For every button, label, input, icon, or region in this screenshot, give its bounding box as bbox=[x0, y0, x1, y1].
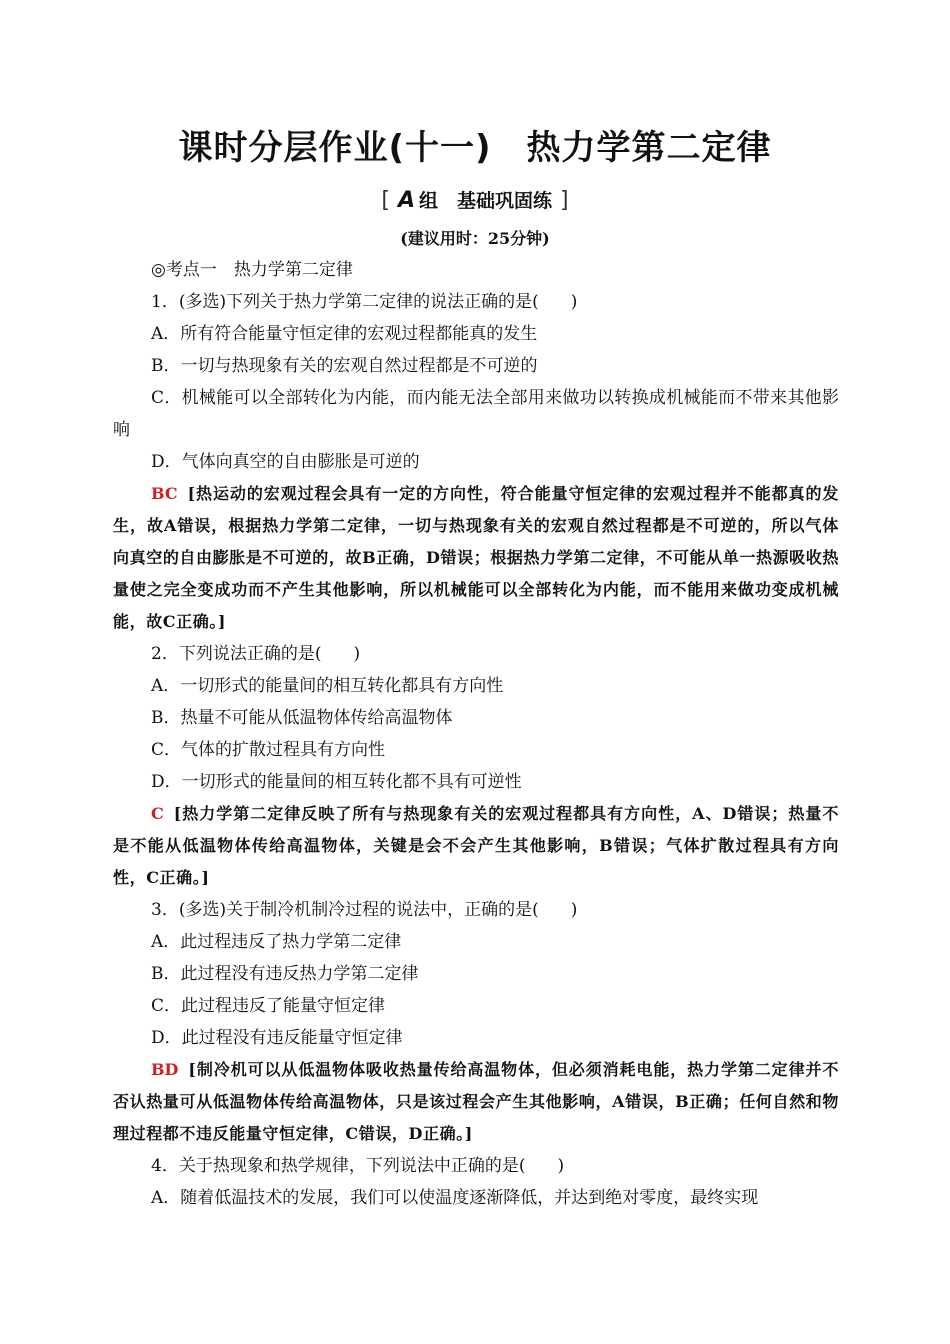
q2-explanation: [热力学第二定律反映了所有与热现象有关的宏观过程都具有方向性，A、D错误；热量不是不能从低温物体传给高温物体，关键是会不会产生其他影响，B错误；气体扩散过程具有方向性，C正确。] bbox=[113, 804, 839, 887]
q3-answer-key: BD bbox=[151, 1060, 179, 1079]
question-2-stem: 2．下列说法正确的是( ) bbox=[151, 644, 361, 664]
q1-option-d: D．气体向真空的自由膨胀是可逆的 bbox=[151, 452, 420, 472]
q2-answer-key: C bbox=[151, 804, 164, 823]
q3-option-d: D．此过程没有违反能量守恒定律 bbox=[151, 1028, 403, 1048]
q4-option-a: A．随着低温技术的发展，我们可以使温度逐渐降低，并达到绝对零度，最终实现 bbox=[151, 1188, 759, 1208]
question-3-stem: 3．(多选)关于制冷机制冷过程的说法中，正确的是( ) bbox=[151, 900, 578, 920]
q2-answer bbox=[113, 798, 839, 894]
right-bracket: ] bbox=[560, 188, 569, 213]
time-note: (建议用时：25分钟) bbox=[400, 229, 550, 248]
q3-explanation: [制冷机可以从低温物体吸收热量传给高温物体，但必须消耗电能，热力学第二定律并不否认热量可从低温物体传给高温物体，只是该过程会产生其他影响，A错误，B正确；任何自然和物理过程都不违反能量守恒定律，C错误，D正确。] bbox=[113, 1060, 839, 1143]
q1-answer-key: BC bbox=[151, 484, 178, 503]
q3-answer bbox=[113, 1054, 839, 1150]
q2-option-d: D．一切形式的能量间的相互转化都不具有可逆性 bbox=[151, 772, 522, 792]
q3-option-a: A．此过程违反了热力学第二定律 bbox=[151, 932, 402, 952]
q1-option-c: C．机械能可以全部转化为内能，而内能无法全部用来做功以转换成机械能而不带来其他影响 bbox=[113, 388, 839, 440]
question-1-stem: 1．(多选)下列关于热力学第二定律的说法正确的是( ) bbox=[151, 292, 578, 312]
q2-option-c: C．气体的扩散过程具有方向性 bbox=[151, 740, 386, 760]
content bbox=[113, 254, 839, 1214]
q1-explanation: [热运动的宏观过程会具有一定的方向性，符合能量守恒定律的宏观过程并不能都真的发生，故A错误，根据热力学第二定律，一切与热现象有关的宏观自然过程都是不可逆的，所以气体向真空的自由膨胀是不可逆的，故B正确，D错误；根据热力学第二定律，不可能从单一热源吸收热量使之完全变成功而不产生其他影响，所以机械能可以全部转化为内能，而不能用来做功变成机械能，故C正确。] bbox=[113, 484, 839, 631]
q2-option-b: B．热量不可能从低温物体传给高温物体 bbox=[151, 708, 453, 728]
q2-option-a: A．一切形式的能量间的相互转化都具有方向性 bbox=[151, 676, 504, 696]
q3-option-b: B．此过程没有违反热力学第二定律 bbox=[151, 964, 419, 984]
question-4-stem: 4．关于热现象和热学规律，下列说法中正确的是( ) bbox=[151, 1156, 565, 1176]
q3-option-c: C．此过程违反了能量守恒定律 bbox=[151, 996, 386, 1016]
q1-option-b: B．一切与热现象有关的宏观自然过程都是不可逆的 bbox=[151, 356, 538, 376]
group-letter: A bbox=[397, 188, 415, 213]
group-heading bbox=[0, 186, 950, 213]
group-label: 组 基础巩固练 bbox=[419, 190, 553, 212]
q1-option-a: A．所有符合能量守恒定律的宏观过程都能真的发生 bbox=[151, 324, 538, 344]
page-title: 课时分层作业(十一) 热力学第二定律 bbox=[178, 128, 772, 168]
section-heading: ◎考点一 热力学第二定律 bbox=[151, 260, 353, 280]
left-bracket: [ bbox=[381, 188, 390, 213]
q1-answer bbox=[113, 478, 839, 638]
